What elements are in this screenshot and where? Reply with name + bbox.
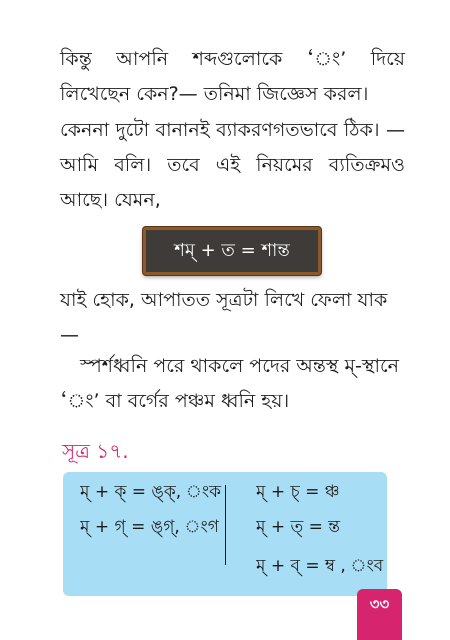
rule-example: ম্ + ক্ = ঙ্ক্, ংক bbox=[80, 482, 222, 502]
rule-example: ম্ + ব্ = ম্ব , ংব bbox=[256, 556, 384, 576]
rule-statement: স্পর্শধ্বনি পরে থাকলে পদের অন্তস্থ ম্-স্থানে ‘ং’ বা বর্গের পঞ্চম ধ্বনি হয়। bbox=[60, 355, 399, 412]
rule-example: ম্ + চ্ = ঞ্চ bbox=[256, 482, 340, 502]
rule-title: সূত্র ১৭. bbox=[62, 439, 129, 463]
rule-divider bbox=[225, 485, 226, 565]
chalkboard-text: শম্ + ত = শান্ত bbox=[174, 240, 290, 261]
transition-text: যাই হোক, আপাতত সূত্রটা লিখে ফেলা যাক — bbox=[60, 289, 388, 346]
page-edge bbox=[430, 0, 450, 640]
dialogue-question: কিন্তু আপনি শব্দগুলোকে ‘ং’ দিয়ে লিখেছেন কেন?— তনিমা জিজ্ঞেস করল। bbox=[60, 48, 405, 105]
rule-example: ম্ + ত্ = ন্ত bbox=[256, 517, 341, 537]
page-number-tab bbox=[357, 589, 402, 640]
rule-example: ম্ + গ্ = ঙ্গ্, ংগ bbox=[80, 517, 219, 537]
page-number: ৩৩ bbox=[369, 595, 390, 613]
dialogue-answer: কেননা দুটো বানানই ব্যাকরণগতভাবে ঠিক। — আমি বলি। তবে এই নিয়মের ব্যতিক্রমও আছে। যেমন, bbox=[60, 119, 405, 211]
example-chalkboard bbox=[143, 227, 321, 275]
